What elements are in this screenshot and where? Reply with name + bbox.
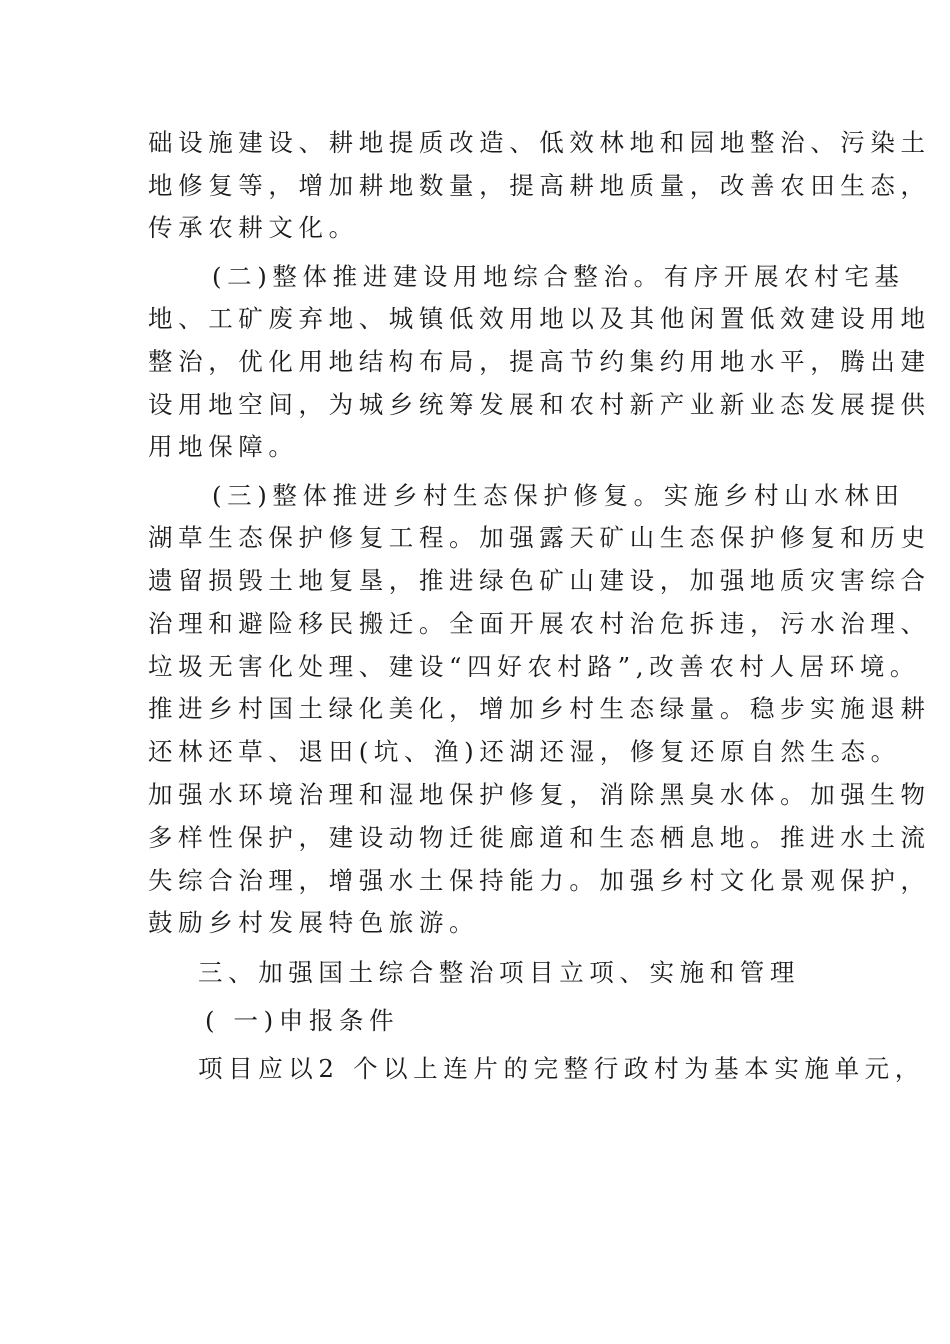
subsection-heading: ( 一)申报条件: [205, 1006, 400, 1035]
paragraph-line: 整治，优化用地结构布局，提高节约集约用地水平，腾出建: [148, 347, 931, 376]
paragraph-line: 项目应以2 个以上连片的完整行政村为基本实施单元，: [198, 1054, 925, 1083]
paragraph-line: 设用地空间，为城乡统筹发展和农村新产业新业态发展提供: [148, 390, 931, 419]
paragraph-line: 遗留损毁土地复垦，推进绿色矿山建设，加强地质灾害综合: [148, 566, 931, 595]
paragraph-line: 多样性保护，建设动物迁徙廊道和生态栖息地。推进水土流: [148, 823, 931, 852]
paragraph-line: 地修复等，增加耕地数量，提高耕地质量，改善农田生态，: [148, 171, 931, 200]
paragraph-line: 地、工矿废弃地、城镇低效用地以及其他闲置低效建设用地: [148, 304, 931, 333]
paragraph-line: 推进乡村国土绿化美化，增加乡村生态绿量。稳步实施退耕: [148, 694, 931, 723]
section-heading-line: (二)整体推进建设用地综合整治。有序开展农村宅基: [212, 262, 905, 291]
paragraph-line: 还林还草、退田(坑、渔)还湖还湿，修复还原自然生态。: [148, 737, 901, 766]
paragraph-line: 鼓励乡村发展特色旅游。: [148, 908, 480, 937]
paragraph-line: 失综合治理，增强水土保持能力。加强乡村文化景观保护，: [148, 866, 931, 895]
paragraph-line: 础设施建设、耕地提质改造、低效林地和园地整治、污染土: [148, 128, 931, 157]
paragraph-line: 湖草生态保护修复工程。加强露天矿山生态保护修复和历史: [148, 523, 931, 552]
paragraph-line: 治理和避险移民搬迁。全面开展农村治危拆违，污水治理、: [148, 609, 931, 638]
chapter-heading: 三、加强国土综合整治项目立项、实施和管理: [198, 958, 800, 987]
paragraph-line: 用地保障。: [148, 432, 299, 461]
paragraph-line: 垃圾无害化处理、建设“四好农村路”,改善农村人居环境。: [148, 652, 921, 681]
paragraph-line: 传承农耕文化。: [148, 213, 359, 242]
paragraph-line: 加强水环境治理和湿地保护修复，消除黑臭水体。加强生物: [148, 780, 931, 809]
section-heading-line: (三)整体推进乡村生态保护修复。实施乡村山水林田: [212, 481, 905, 510]
